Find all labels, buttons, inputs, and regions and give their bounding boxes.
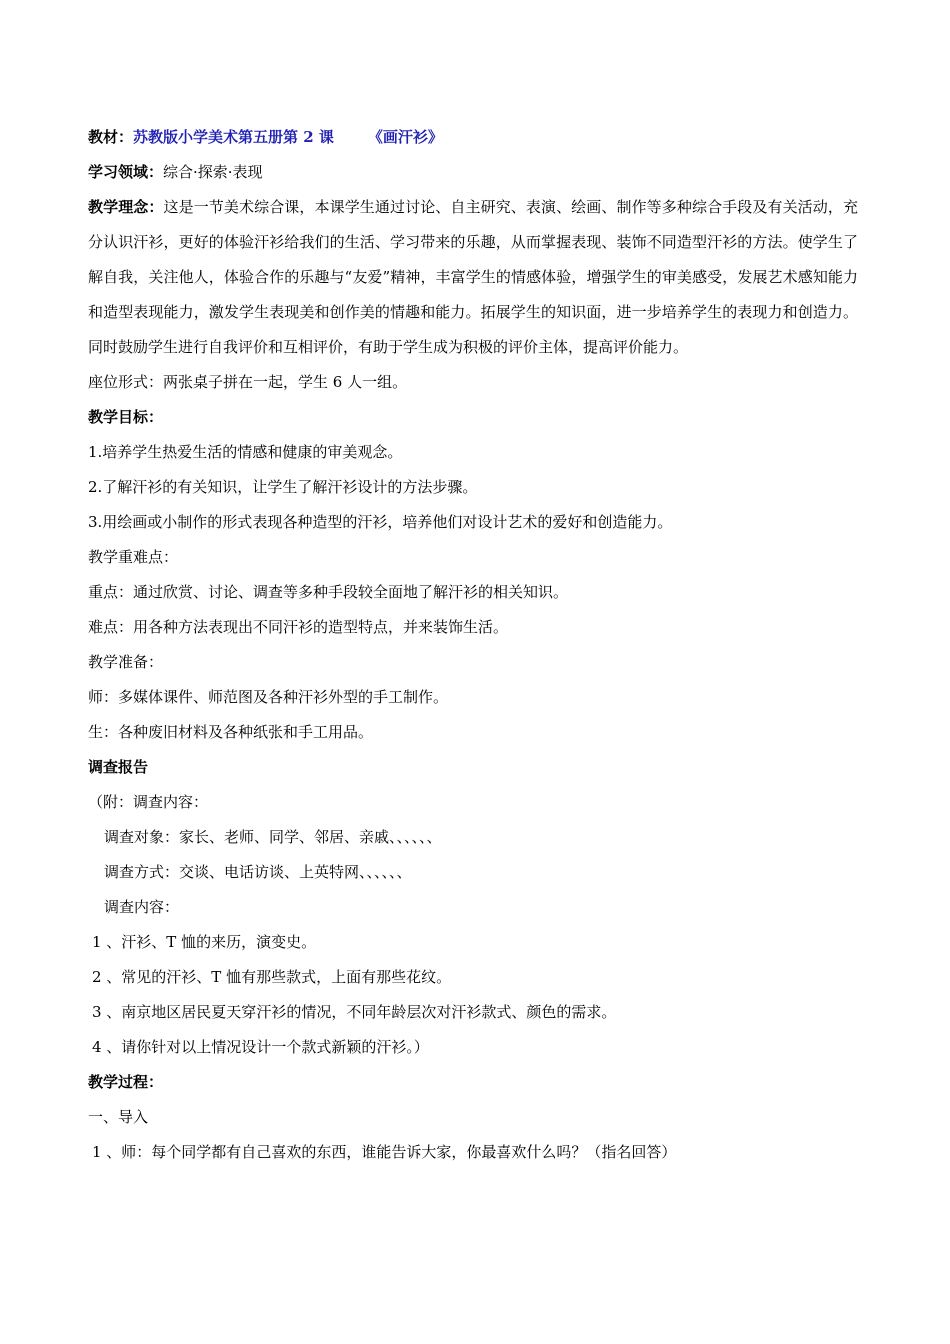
goal-item-3: 3.用绘画或小制作的形式表现各种造型的汗衫，培养他们对设计艺术的爱好和创造能力。 [88,513,673,531]
survey-heading: 调查报告 [88,758,149,776]
goal-item-2: 2.了解汗衫的有关知识，让学生了解汗衫设计的方法步骤。 [88,478,478,496]
survey-item-3: 3 、南京地区居民夏天穿汗衫的情况，不同年龄层次对汗衫款式、颜色的需求。 [92,1003,617,1021]
survey-item-2: 2 、常见的汗衫、T 恤有那些款式，上面有那些花纹。 [92,968,452,986]
domain-line [88,155,858,190]
survey-item-4: 4 、请你针对以上情况设计一个款式新颖的汗衫。） [92,1038,429,1056]
material-label: 教材： [88,128,134,146]
philosophy-text: 这是一节美术综合课，本课学生通过讨论、自主研究、表演、绘画、制作等多种综合手段及有关活动，充分认识汗衫，更好的体验汗衫给我们的生活、学习带来的乐趣，从而掌握表现、装饰不同造型汗衫的方法。使学生了解自我，关注他人，体验合作的乐趣与“友爱”精神，丰富学生的情感体验，增强学生的审美感受，发展艺术感知能力和造型表现能力，激发学生表现美和创作美的情趣和能力。拓展学生的知识面，进一步培养学生的表现力和创造力。同时鼓励学生进行自我评价和互相评价，有助于学生成为积极的评价主体，提高评价能力。 [88,198,858,356]
goals-heading: 教学目标： [88,408,164,426]
goal-item-1: 1.培养学生热爱生活的情感和健康的审美观念。 [88,443,403,461]
domain-label: 学习领域： [88,163,164,181]
prep-teacher: 师：多媒体课件、师范图及各种汗衫外型的手工制作。 [88,688,449,706]
philosophy-label: 教学理念： [88,198,164,216]
intro-section: 一、导入 [88,1108,149,1126]
survey-intro: （附：调查内容： [88,793,209,811]
survey-targets: 调查对象：家长、老师、同学、邻居、亲戚、、、、、、 [104,828,442,846]
prep-student: 生：各种废旧材料及各种纸张和手工用品。 [88,723,374,741]
survey-content-label: 调查内容： [104,898,180,916]
document-page [88,120,858,1170]
difficulty-heading: 教学重难点： [88,548,179,566]
domain-value: 综合·探索·表现 [163,163,263,181]
difficult-point: 难点：用各种方法表现出不同汗衫的造型特点，并来装饰生活。 [88,618,509,636]
survey-methods: 调查方式：交谈、电话访谈、上英特网、、、、、、 [104,863,412,881]
material-course: 苏教版小学美术第五册第 2 课 [133,128,334,146]
intro-item-1: 1 、师：每个同学都有自己喜欢的东西，谁能告诉大家，你最喜欢什么吗？（指名回答） [92,1143,677,1161]
lesson-title: 《画汗衫》 [367,128,443,146]
survey-item-1: 1 、汗衫、T 恤的来历，演变史。 [92,933,317,951]
process-heading: 教学过程： [88,1073,164,1091]
philosophy-paragraph [88,190,858,365]
material-line [88,120,858,155]
prep-heading: 教学准备： [88,653,164,671]
seating-line: 座位形式：两张桌子拼在一起，学生 6 人一组。 [88,373,408,391]
key-point: 重点：通过欣赏、讨论、调查等多种手段较全面地了解汗衫的相关知识。 [88,583,569,601]
